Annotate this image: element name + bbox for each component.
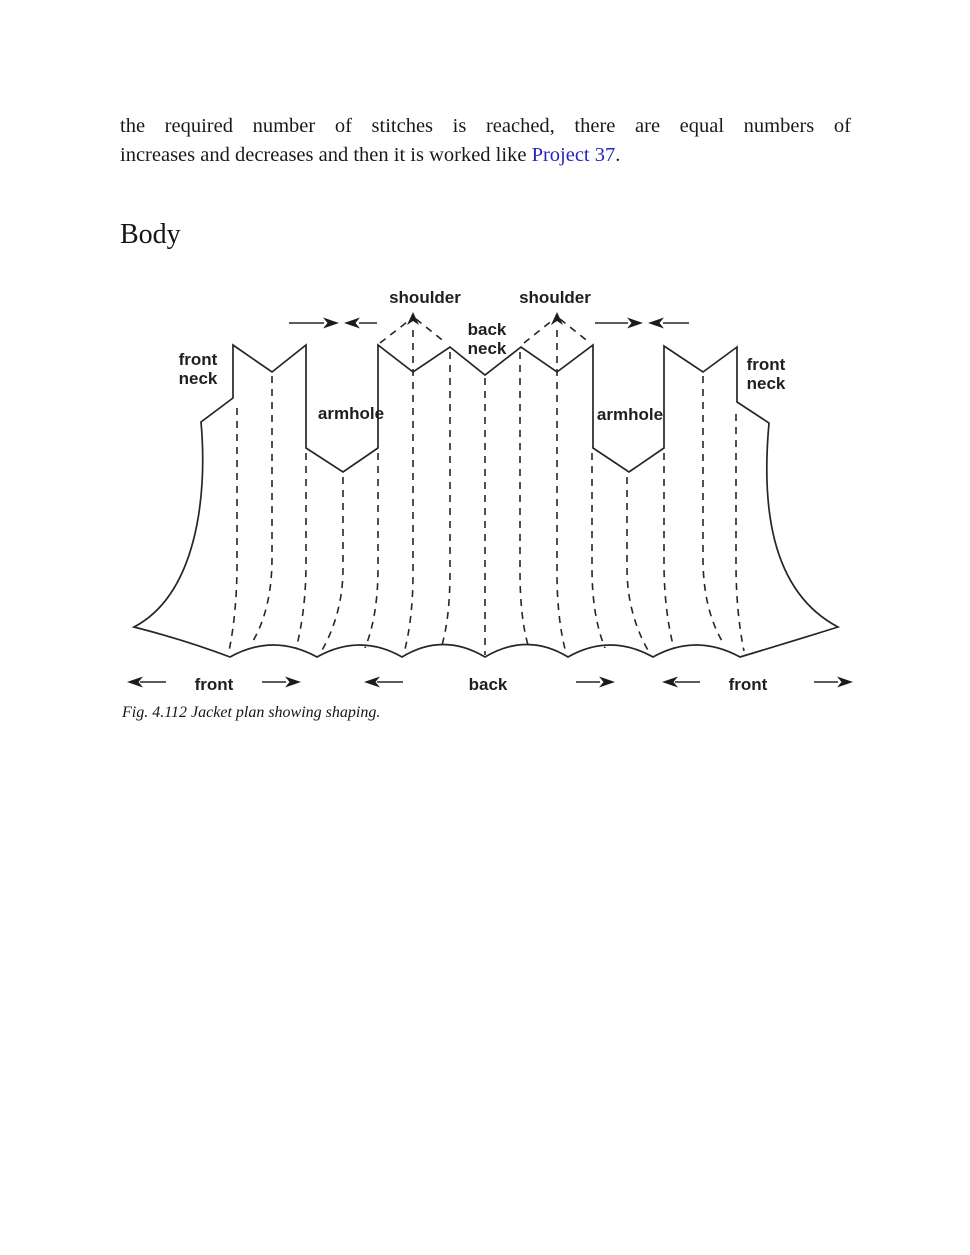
label-bottom-front-right: front — [728, 675, 768, 694]
fold-line-dashed — [321, 477, 343, 652]
label-bottom-back: back — [468, 675, 508, 694]
fold-line-dashed — [627, 477, 649, 652]
fold-line-dashed — [253, 376, 272, 641]
arrow-up-icon — [551, 312, 563, 325]
fold-line-dashed — [442, 352, 450, 645]
label-front-neck-right-1: front — [746, 355, 786, 374]
paragraph-line-1: the required number of stitches is reached, there are equal numbers of — [120, 115, 851, 137]
fold-line-dashed — [296, 453, 306, 649]
label-shoulder-right: shoulder — [519, 288, 591, 307]
fold-line-dashed — [664, 453, 674, 649]
arrow-left-icon — [648, 318, 664, 329]
figure-caption: Fig. 4.112 Jacket plan showing shaping. — [122, 704, 381, 721]
fold-line-dashed — [404, 330, 413, 653]
fold-line-dashed — [736, 414, 744, 651]
arrow-right-icon — [285, 677, 301, 688]
label-front-neck-left-2: neck — [178, 369, 218, 388]
arrow-left-icon — [344, 318, 360, 329]
label-back-neck-2: neck — [467, 339, 507, 358]
paragraph-line-2-period: . — [615, 144, 621, 166]
fold-line-dashed — [365, 453, 378, 648]
label-back-neck-1: back — [467, 320, 507, 339]
label-armhole-left: armhole — [317, 404, 385, 423]
paragraph-line-2-text: increases and decreases and then it is worked like — [120, 144, 532, 166]
fold-line-dashed — [520, 352, 528, 645]
fold-line-dashed — [557, 330, 566, 653]
fold-line-dashed — [592, 453, 605, 648]
section-heading: Body — [120, 219, 181, 250]
label-shoulder-left: shoulder — [389, 288, 461, 307]
fold-line-dashed — [229, 408, 237, 651]
jacket-outline — [134, 345, 838, 657]
arrow-right-icon — [627, 318, 643, 329]
project-37-link[interactable]: Project 37 — [531, 144, 616, 166]
label-front-neck-right-2: neck — [746, 374, 786, 393]
label-bottom-front-left: front — [194, 675, 234, 694]
arrow-right-icon — [599, 677, 615, 688]
arrow-right-icon — [323, 318, 339, 329]
arrow-up-icon — [407, 312, 419, 325]
label-armhole-right: armhole — [596, 405, 664, 424]
fold-line-dashed — [703, 376, 722, 641]
arrow-right-icon — [837, 677, 853, 688]
label-front-neck-left-1: front — [178, 350, 218, 369]
